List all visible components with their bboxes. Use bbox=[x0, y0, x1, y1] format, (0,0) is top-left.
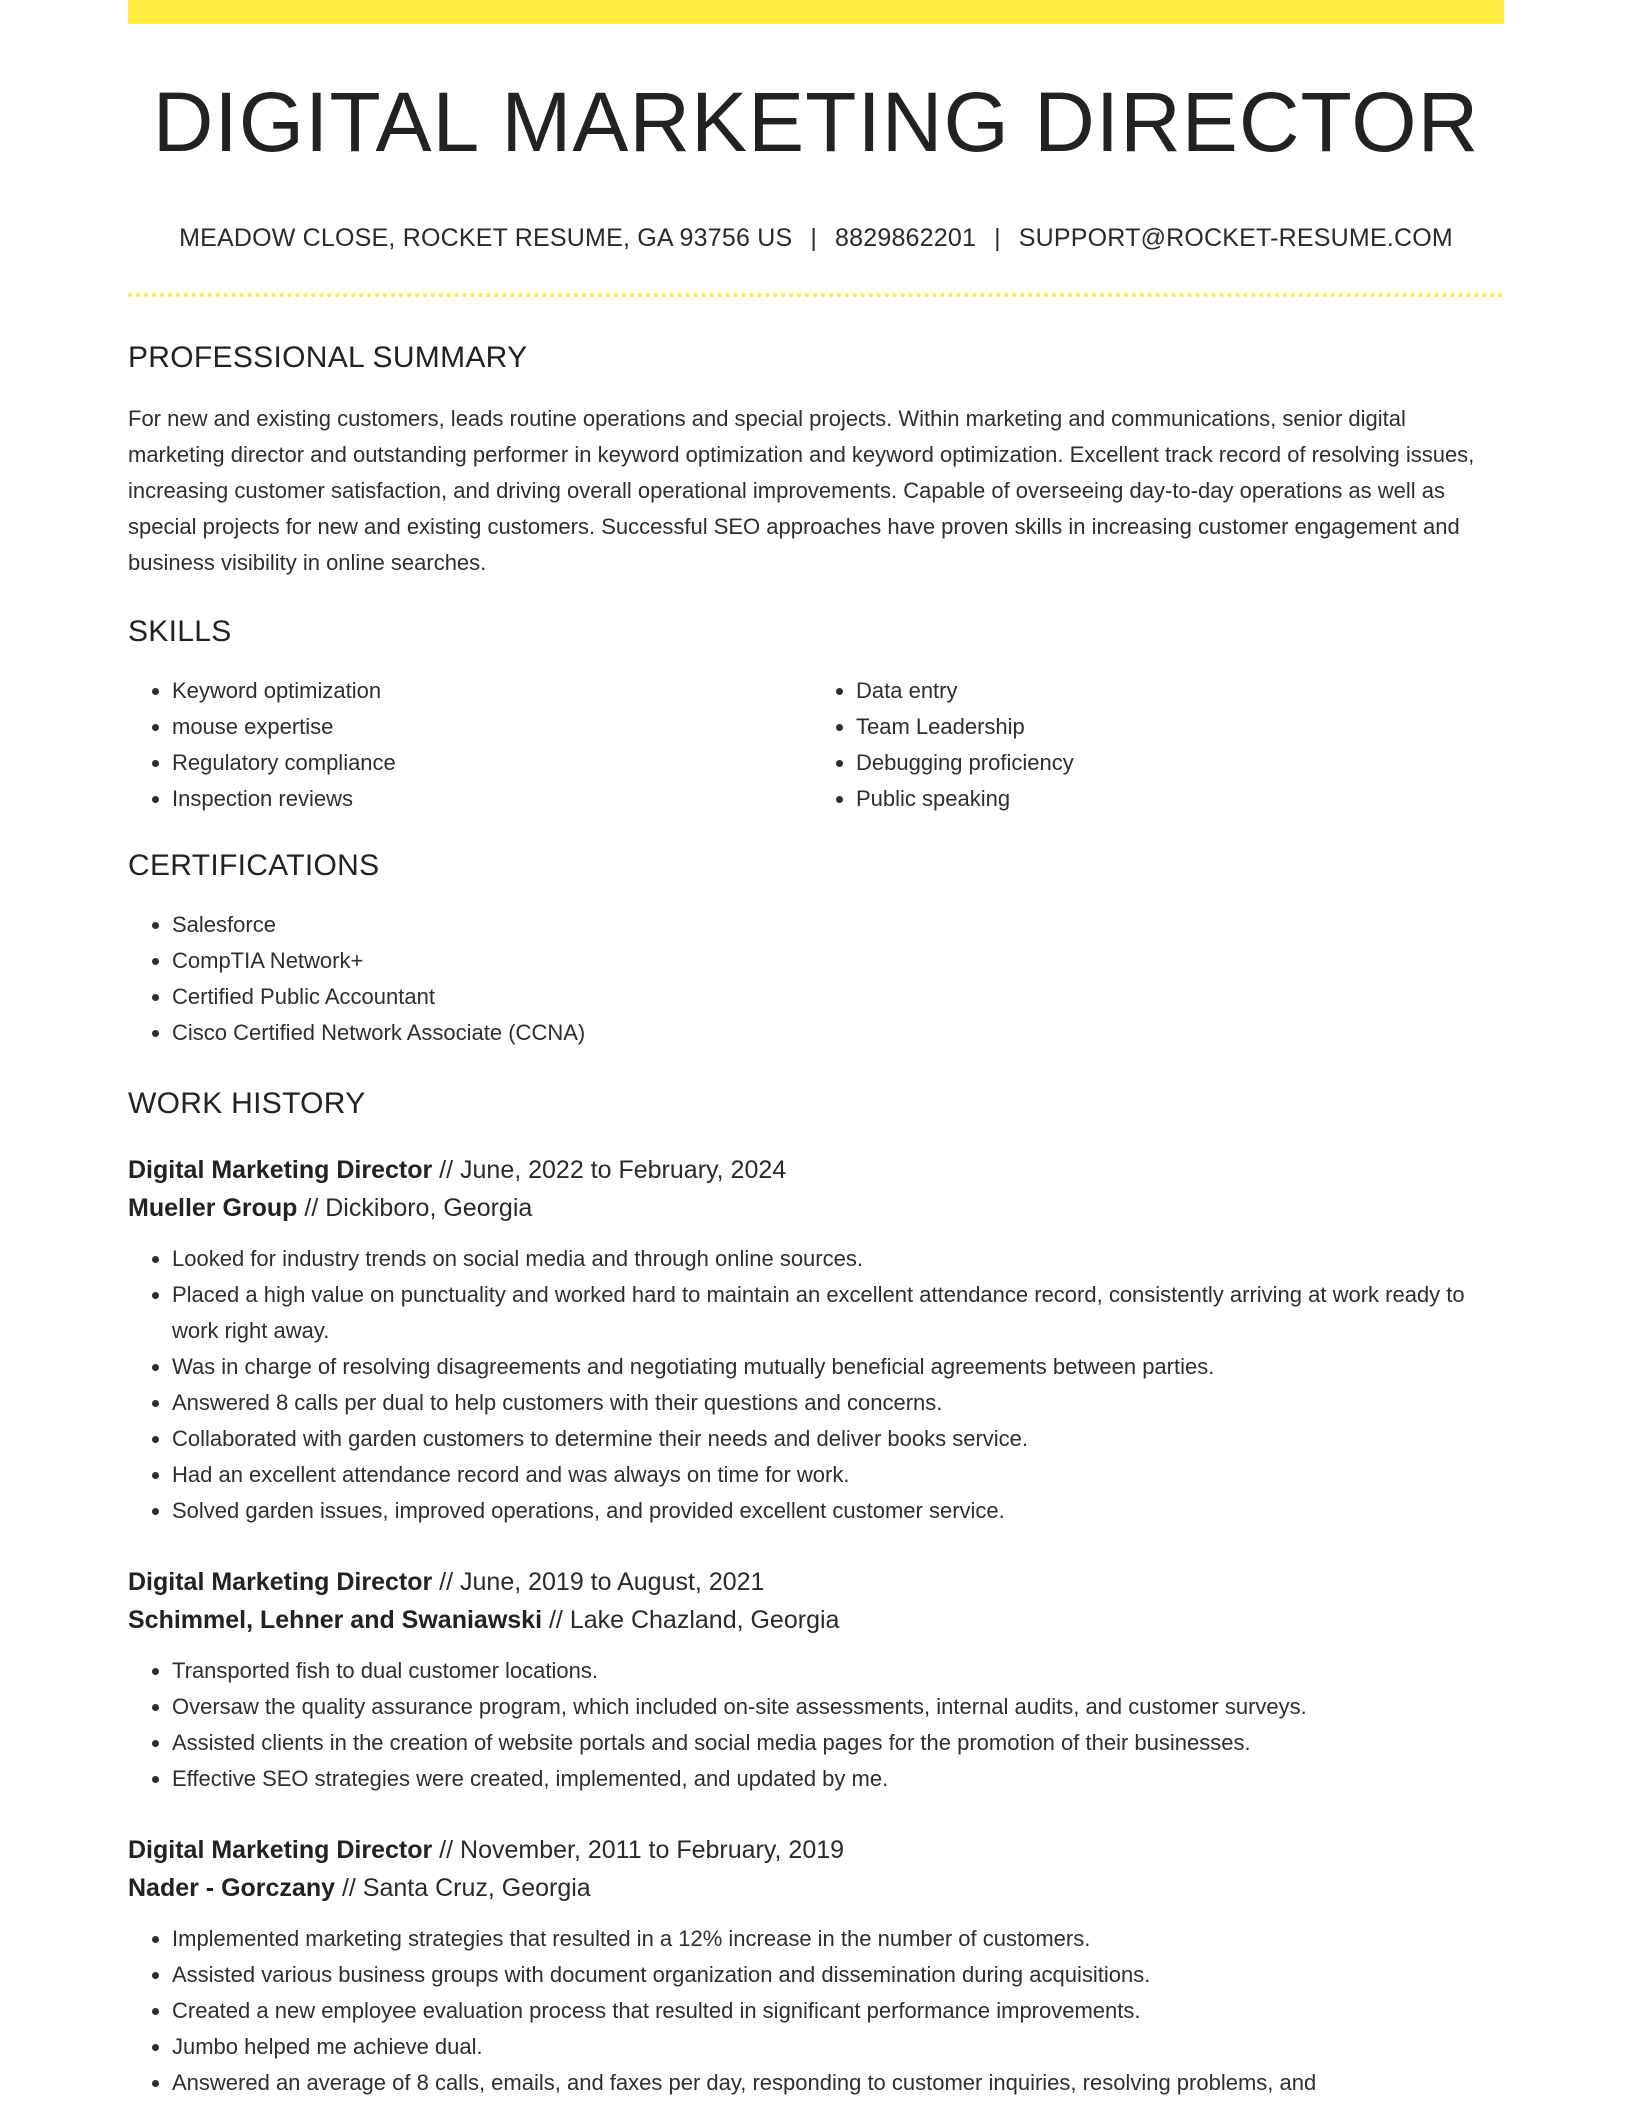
skill-item: • Keyword optimization bbox=[172, 673, 806, 709]
job-company: Schimmel, Lehner and Swaniawski bbox=[128, 1606, 543, 1634]
job-bullet: • Had an excellent attendance record and was always on time for work. bbox=[172, 1457, 1504, 1493]
contact-line bbox=[128, 224, 1504, 253]
job-role-line bbox=[128, 1563, 1504, 1601]
contact-separator: | bbox=[810, 224, 818, 252]
job-role-line bbox=[128, 1151, 1504, 1189]
skill-item: • Team Leadership bbox=[856, 709, 1496, 745]
job-company: Nader - Gorczany bbox=[128, 1874, 336, 1902]
job-bullets bbox=[128, 1653, 1504, 1797]
job-bullets bbox=[128, 1921, 1504, 2101]
job-bullet: • Assisted clients in the creation of website portals and social media pages for the promotion of their businesses. bbox=[172, 1725, 1504, 1761]
job-bullet: • Assisted various business groups with document organization and dissemination during acquisitions. bbox=[172, 1957, 1504, 1993]
job-bullet: • Implemented marketing strategies that resulted in a 12% increase in the number of customers. bbox=[172, 1921, 1504, 1957]
skill-item: • Data entry bbox=[856, 673, 1496, 709]
skills-column-right bbox=[806, 673, 1496, 817]
job-role: Digital Marketing Director bbox=[128, 1568, 433, 1596]
summary-text: For new and existing customers, leads routine operations and special projects. Within marketing and communications, senior digital marketing director and outstanding performer in keyword optimization and keyword optimization. Excellent track record of resolving issues, increasing customer satisfaction, and driving overall operational improvements. Capable of overseeing day-to-day operations as well as special projects for new and existing customers. Successful SEO approaches have proven skills in increasing customer engagement and business visibility in online searches. bbox=[128, 406, 1475, 575]
job-role-line bbox=[128, 1831, 1504, 1869]
job-entry bbox=[128, 1831, 1504, 2101]
skill-item: • mouse expertise bbox=[172, 709, 806, 745]
contact-email[interactable]: SUPPORT@ROCKET-RESUME.COM bbox=[1018, 224, 1453, 252]
skill-item: • Public speaking bbox=[856, 781, 1496, 817]
dotted-divider bbox=[128, 293, 1504, 297]
skills-list bbox=[128, 673, 1504, 817]
job-company-line bbox=[128, 1869, 1504, 1907]
job-role: Digital Marketing Director bbox=[128, 1836, 433, 1864]
certifications-list bbox=[128, 907, 1504, 1051]
job-dates: // June, 2022 to February, 2024 bbox=[432, 1156, 787, 1184]
contact-address: MEADOW CLOSE, ROCKET RESUME, GA 93756 US bbox=[179, 224, 793, 252]
job-company-line bbox=[128, 1601, 1504, 1639]
job-bullet: • Looked for industry trends on social media and through online sources. bbox=[172, 1241, 1504, 1277]
skill-item: • Regulatory compliance bbox=[172, 745, 806, 781]
skills-column-left bbox=[128, 673, 806, 817]
job-bullets bbox=[128, 1241, 1504, 1529]
page-title: DIGITAL MARKETING DIRECTOR bbox=[152, 75, 1480, 169]
accent-bar bbox=[128, 0, 1504, 24]
certification-item: • Salesforce bbox=[172, 907, 1504, 943]
job-bullet: • Effective SEO strategies were created, implemented, and updated by me. bbox=[172, 1761, 1504, 1797]
job-bullet: • Collaborated with garden customers to determine their needs and deliver books service. bbox=[172, 1421, 1504, 1457]
job-role: Digital Marketing Director bbox=[128, 1156, 433, 1184]
job-entry bbox=[128, 1151, 1504, 1529]
skill-item: • Debugging proficiency bbox=[856, 745, 1496, 781]
certification-item: • Cisco Certified Network Associate (CCNA) bbox=[172, 1015, 1504, 1051]
skill-item: • Inspection reviews bbox=[172, 781, 806, 817]
job-bullet: • Created a new employee evaluation process that resulted in significant performance improvements. bbox=[172, 1993, 1504, 2029]
job-bullet: • Solved garden issues, improved operations, and provided excellent customer service. bbox=[172, 1493, 1504, 1529]
skills-heading: SKILLS bbox=[128, 615, 232, 648]
job-bullet: • Placed a high value on punctuality and worked hard to maintain an excellent attendance record, consistently arriving at work ready to work right away. bbox=[172, 1277, 1504, 1349]
summary-heading: PROFESSIONAL SUMMARY bbox=[128, 341, 528, 374]
job-bullet: • Jumbo helped me achieve dual. bbox=[172, 2029, 1504, 2065]
job-dates: // June, 2019 to August, 2021 bbox=[432, 1568, 765, 1596]
job-bullet: • Answered an average of 8 calls, emails, and faxes per day, responding to customer inquiries, resolving problems, and bbox=[172, 2065, 1504, 2101]
job-bullet: • Was in charge of resolving disagreements and negotiating mutually beneficial agreements between parties. bbox=[172, 1349, 1504, 1385]
contact-separator: | bbox=[994, 224, 1001, 252]
job-location: // Dickiboro, Georgia bbox=[297, 1194, 533, 1222]
job-bullet: • Transported fish to dual customer locations. bbox=[172, 1653, 1504, 1689]
contact-phone[interactable]: 8829862201 bbox=[835, 224, 977, 252]
job-company-line bbox=[128, 1189, 1504, 1227]
certification-item: • CompTIA Network+ bbox=[172, 943, 1504, 979]
job-bullet: • Answered 8 calls per dual to help customers with their questions and concerns. bbox=[172, 1385, 1504, 1421]
job-entry bbox=[128, 1563, 1504, 1797]
job-bullet: • Oversaw the quality assurance program, which included on-site assessments, internal audits, and customer surveys. bbox=[172, 1689, 1504, 1725]
certification-item: • Certified Public Accountant bbox=[172, 979, 1504, 1015]
work-history-heading: WORK HISTORY bbox=[128, 1087, 366, 1120]
job-dates: // November, 2011 to February, 2019 bbox=[432, 1836, 845, 1864]
job-location: // Santa Cruz, Georgia bbox=[335, 1874, 591, 1902]
certifications-heading: CERTIFICATIONS bbox=[128, 849, 380, 882]
job-location: // Lake Chazland, Georgia bbox=[542, 1606, 840, 1634]
job-company: Mueller Group bbox=[128, 1194, 298, 1222]
resume-page bbox=[128, 0, 1504, 2101]
